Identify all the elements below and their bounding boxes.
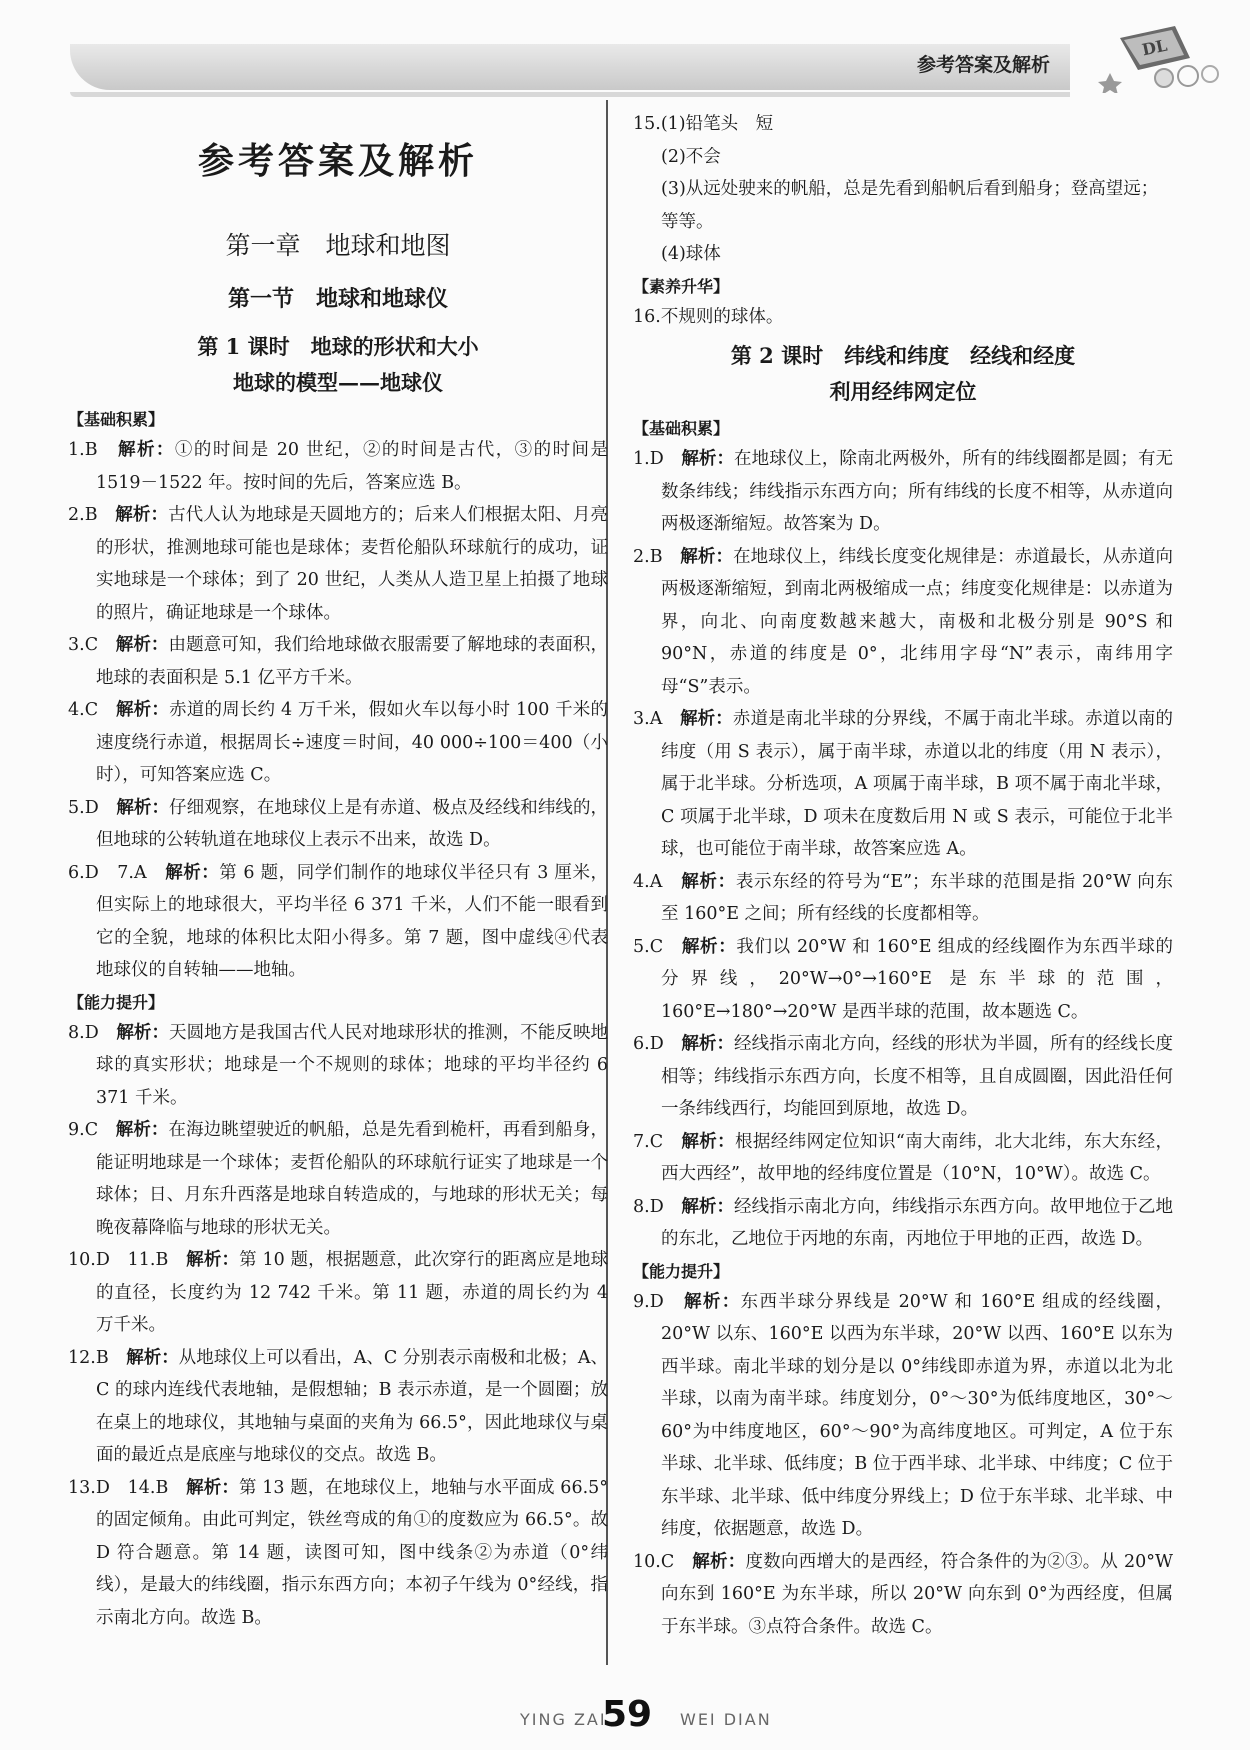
tag-basic-2: 【基础积累】 (633, 419, 730, 438)
page-main-title: 参考答案及解析 (197, 141, 478, 182)
answer-item: 8.D 解析：天圆地方是我国古代人民对地球形状的推测，不能反映地球的真实形状；地球是一个不规则的球体；地球的平均半径约 6 371 千米。 (68, 1022, 609, 1108)
answer-item: 5.D 解析：仔细观察，在地球仪上是有赤道、极点及经线和纬线的，但地球的公转轨道在地球仪上表示不出来，故选 D。 (68, 797, 609, 850)
left-ability-items (68, 1017, 608, 1635)
answer-item: 8.D 解析：经线指示南北方向，纬线指示东西方向。故甲地位于乙地的东北，乙地位于丙地的东南，丙地位于甲地的正西，故选 D。 (633, 1196, 1174, 1249)
lesson2-title-line-1: 第 2 课时 纬线和纬度 经线和经度 (730, 343, 1076, 368)
answer-item: 9.C 解析：在海边眺望驶近的帆船，总是先看到桅杆，再看到船身，能证明地球是一个球体；麦哲伦船队的环球航行证实了地球是一个球体；日、月东升西落是地球自转造成的，与地球的形状无关；每晚夜幕降临与地球的形状无关。 (68, 1120, 609, 1238)
q15-line: (3)从远处驶来的帆船，总是先看到船帆后看到船身；登高望远；等等。 (661, 179, 1159, 232)
q15-line: (4)球体 (661, 244, 721, 264)
answer-item: 4.C 解析：赤道的周长约 4 万千米，假如火车以每小时 100 千米的速度绕行赤道，根据周长÷速度＝时间，40 000÷100＝400（小时），可知答案应选 C。 (68, 700, 609, 785)
answer-item: 6.D 7.A 解析：第 6 题，同学们制作的地球仪半径只有 3 厘米，但实际上的地球很大，平均半径 6 371 千米，人们不能一眼看到它的全貌，地球的体积比太阳小得多。第 7 题，图中虚线④代表地球仪的自转轴——地轴。 (68, 862, 608, 980)
right-ability-items (633, 1286, 1173, 1644)
logo-text: DL (1140, 35, 1169, 60)
answer-item: 3.A 解析：赤道是南北半球的分界线，不属于南北半球。赤道以南的纬度（用 S 表示），属于南半球，赤道以北的纬度（用 N 表示），属于北半球。分析选项，A 项属于南半球，B 项不属于南北半球，C 项属于北半球，D 项未在度数后用 N 或 S 表示，可能位于北半球，也可能位于南半球，故答案应选 A。 (633, 709, 1174, 859)
answer-item: 3.C 解析：由题意可知，我们给地球做衣服需要了解地球的表面积，地球的表面积是 5.1 亿平方千米。 (68, 635, 609, 688)
answer-item: 7.C 解析：根据经纬网定位知识“南大南纬，北大北纬，东大东经，西大西经”，故甲地的经纬度位置是（10°N，10°W）。故选 C。 (633, 1131, 1174, 1184)
answer-item: 1.D 解析：在地球仪上，除南北两极外，所有的纬线圈都是圆；有无数条纬线；纬线指示东西方向；所有纬线的长度不相等，从赤道向两极逐渐缩短。故答案为 D。 (633, 449, 1174, 534)
answer-item: 6.D 解析：经线指示南北方向，经线的形状为半圆，所有的经线长度相等；纬线指示东西方向，长度不相等，且自成圆圈，因此沿任何一条纬线西行，均能回到原地，故选 D。 (633, 1034, 1174, 1119)
header-title: 参考答案及解析 (916, 54, 1050, 76)
tag-ability: 【能力提升】 (68, 992, 165, 1012)
answer-item: 2.B 解析：在地球仪上，纬线长度变化规律是：赤道最长，从赤道向两极逐渐缩短，到南北两极缩成一点；纬度变化规律是：以赤道为界，向北、向南度数越来越大，南极和北极分别是 90°S 和 90°N，赤道的纬度是 0°，北纬用字母“N”表示，南纬用字母“S”表示。 (633, 546, 1174, 697)
publisher-logo (1080, 18, 1230, 93)
q15-line: 15.(1)铅笔头 短 (633, 114, 774, 134)
tag-ability-2: 【能力提升】 (633, 1261, 730, 1281)
lesson-title-line-1: 第 1 课时 地球的形状和大小 (197, 334, 479, 359)
right-basic-items (633, 443, 1173, 1256)
footer-left-text: YING ZAI (520, 1710, 607, 1729)
answer-item: 4.A 解析：表示东经的符号为“E”；东半球的范围是指 20°W 向东至 160°E 之间；所有经线的长度都相等。 (633, 871, 1174, 924)
answer-item: 1.B 解析：①的时间是 20 世纪，②的时间是古代，③的时间是 1519－1522 年。按时间的先后，答案应选 B。 (68, 440, 609, 493)
q15-line: (2)不会 (661, 146, 721, 167)
lesson2-title-line-2: 利用经纬网定位 (829, 379, 977, 404)
tag-suyang: 【素养升华】 (633, 276, 730, 296)
chapter-title: 第一章 地球和地图 (225, 231, 451, 260)
tag-basic: 【基础积累】 (68, 410, 165, 429)
answer-item: 10.D 11.B 解析：第 10 题，根据题意，此次穿行的距离应是地球的直径，长度约为 12 742 千米。第 11 题，赤道的周长约为 4 万千米。 (68, 1250, 609, 1335)
answer-item: 12.B 解析：从地球仪上可以看出，A、C 分别表示南极和北极；A、C 的球内连线代表地轴，是假想轴；B 表示赤道，是一个圆圈；放在桌上的地球仪，其地轴与桌面的夹角为 66.5°，因此地球仪与桌面的最近点是底座与地球仪的交点。故选 B。 (68, 1347, 609, 1465)
footer-right-text: WEI DIAN (680, 1710, 772, 1729)
left-column (68, 108, 608, 1634)
answer-item: 9.D 解析：东西半球分界线是 20°W 和 160°E 组成的经线圈，20°W 以东、160°E 以西为东半球，20°W 以西、160°E 以东为西半球。南北半球的划分是以 0°纬线即赤道为界，赤道以北为北半球，以南为南半球。纬度划分，0°～30°为低纬度地区，30°～60°为中纬度地区，60°～90°为高纬度地区。可判定，A 位于东半球、北半球、低纬度；B 位于西半球、北半球、中纬度；C 位于东半球、北半球、低中纬度分界线上；D 位于东半球、北半球、中纬度，依据题意，故选 D。 (633, 1291, 1174, 1539)
lesson-title-line-2: 地球的模型——地球仪 (233, 370, 443, 395)
q16-answer: 16.不规则的球体。 (633, 306, 784, 327)
answer-item: 10.C 解析：度数向西增大的是西经，符合条件的为②③。从 20°W 向东到 160°E 为东半球，所以 20°W 向东到 0°为西经度，但属于东半球。③点符合条件。故选 C。 (633, 1551, 1173, 1637)
answer-item: 5.C 解析：我们以 20°W 和 160°E 组成的经线圈作为东西半球的分界线，20°W→0°→160°E 是东半球的范围，160°E→180°→20°W 是西半球的范围，故本题选 C。 (633, 936, 1174, 1022)
left-basic-items (68, 434, 608, 987)
section-title: 第一节 地球和地球仪 (227, 286, 448, 312)
right-column (633, 108, 1173, 1643)
answer-item: 2.B 解析：古代人认为地球是天圆地方的；后来人们根据太阳、月亮的形状，推测地球可能也是球体；麦哲伦船队环球航行的成功，证实地球是一个球体；到了 20 世纪，人类从人造卫星上拍摄了地球的照片，确证地球是一个球体。 (68, 505, 609, 623)
answer-item: 13.D 14.B 解析：第 13 题，在地球仪上，地轴与水平面成 66.5° 的固定倾角。由此可判定，铁丝弯成的角①的度数应为 66.5°。故 D 符合题意。第 14 题，读图可知，图中线条②为赤道（0°纬线），是最大的纬线圈，指示东西方向；本初子午线为 0°经线，指示南北方向。故选 B。 (68, 1477, 609, 1628)
page-number: 59 (602, 1694, 653, 1735)
